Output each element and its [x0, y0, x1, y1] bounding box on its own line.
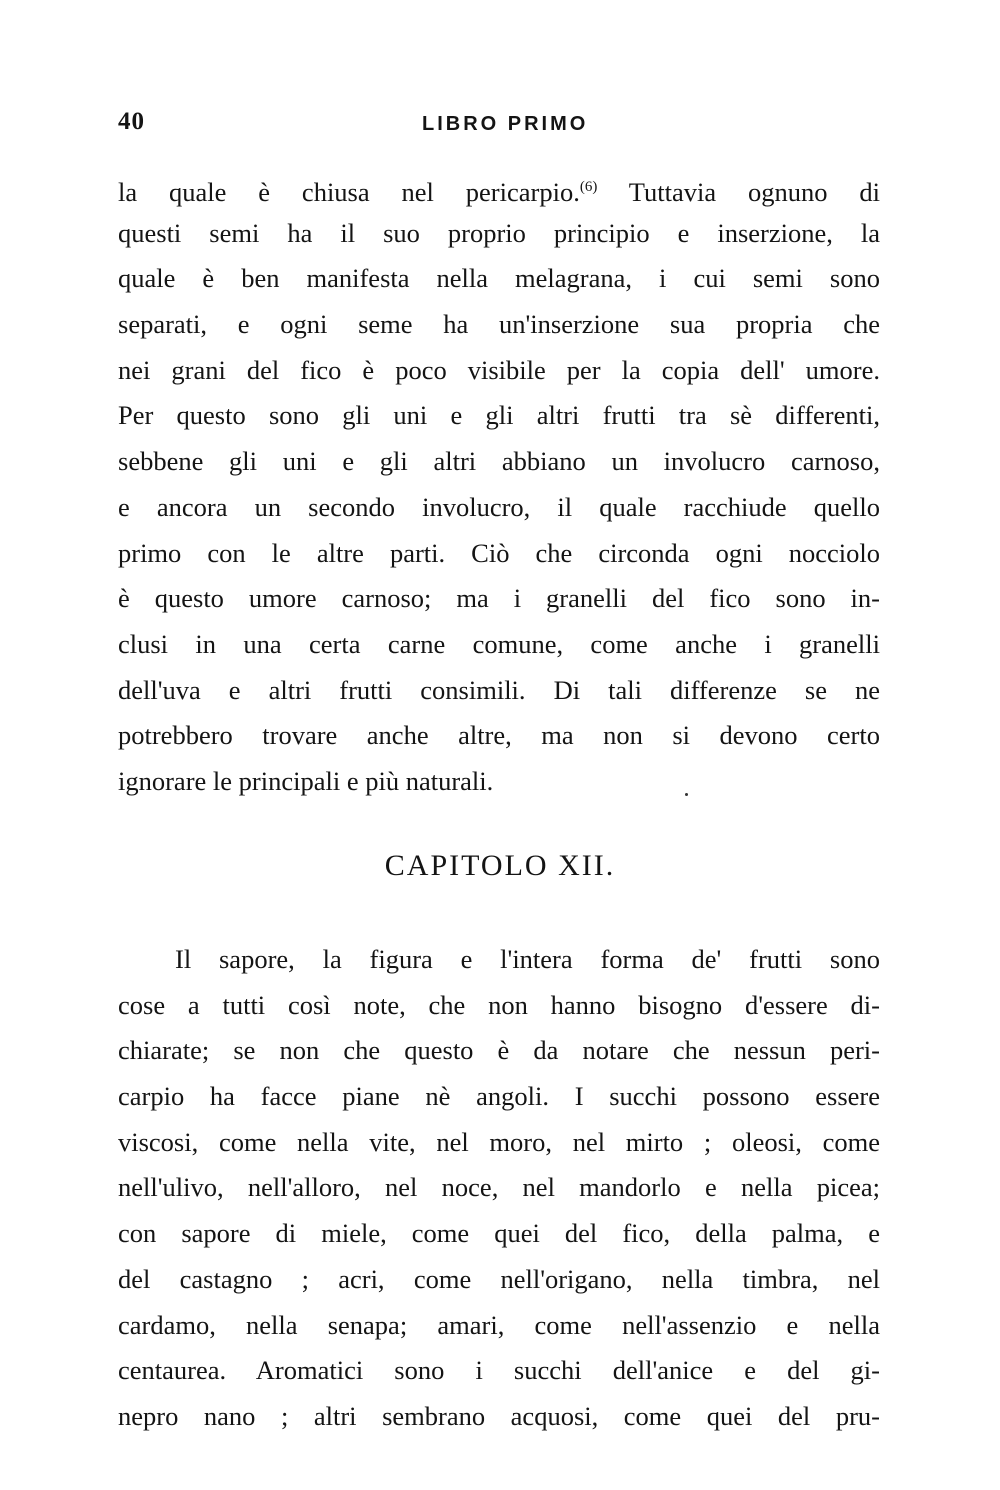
paragraph-2 — [118, 937, 880, 1440]
text-line: del castagno ; acri, come nell'origano, nella timbra, nel — [118, 1263, 880, 1294]
text-line: Il sapore, la figura e l'intera forma de' frutti sono — [175, 944, 880, 974]
text-line: nepro nano ; altri sembrano acquosi, come quei del pru- — [118, 1400, 880, 1431]
text-line: e ancora un secondo involucro, il quale racchiude quello — [118, 491, 880, 522]
text-line: viscosi, come nella vite, nel moro, nel mirto ; oleosi, come — [118, 1126, 880, 1157]
text-line: carpio ha facce piane nè angoli. I succhi possono essere — [118, 1081, 880, 1112]
text-line: cose a tutti così note, che non hanno bisogno d'essere di- — [118, 989, 880, 1020]
running-head: LIBRO PRIMO — [422, 113, 589, 135]
text-line: chiarate; se non che questo è da notare che nessun peri- — [118, 1035, 880, 1066]
text-line: potrebbero trovare anche altre, ma non si devono certo — [118, 720, 880, 751]
text-line: Per questo sono gli uni e gli altri frutti tra sè differenti, — [118, 400, 880, 431]
text-line: sebbene gli uni e gli altri abbiano un involucro carnoso, — [118, 446, 880, 477]
text-line: primo con le altre parti. Ciò che circonda ogni nocciolo — [118, 537, 880, 568]
text-line: nei grani del fico è poco visibile per la copia dell' umore. — [118, 354, 880, 385]
text-line: ignorare le principali e più naturali. — [118, 765, 494, 796]
text-segment: Tuttavia ognuno di — [597, 177, 880, 207]
text-line: nell'ulivo, nell'alloro, nel noce, nel mandorlo e nella picea; — [118, 1172, 880, 1203]
text-line: centaurea. Aromatici sono i succhi dell'anice e del gi- — [118, 1355, 880, 1386]
text-line: quale è ben manifesta nella melagrana, i cui semi sono — [118, 263, 880, 294]
text-line: cardamo, nella senapa; amari, come nell'assenzio e nella — [118, 1309, 880, 1340]
text-line: clusi in una certa carne comune, come anche i granelli — [118, 628, 880, 659]
text-line: questi semi ha il suo proprio principio e inserzione, la — [118, 217, 880, 248]
text-line: separati, e ogni seme ha un'inserzione sua propria che — [118, 309, 880, 340]
text-line: è questo umore carnoso; ma i granelli del fico sono in- — [118, 583, 880, 614]
text-line: con sapore di miele, come quei del fico, della palma, e — [118, 1218, 880, 1249]
text-line-1 — [118, 165, 880, 211]
chapter-heading: CAPITOLO XII. — [384, 849, 616, 882]
text-line: dell'uva e altri frutti consimili. Di tali differenze se ne — [118, 674, 880, 705]
print-speck — [685, 793, 688, 796]
page-number: 40 — [118, 108, 145, 135]
paragraph-1 — [118, 165, 880, 805]
footnote-marker: (6) — [579, 179, 598, 195]
text-segment: la quale è chiusa nel pericarpio. — [118, 177, 580, 207]
